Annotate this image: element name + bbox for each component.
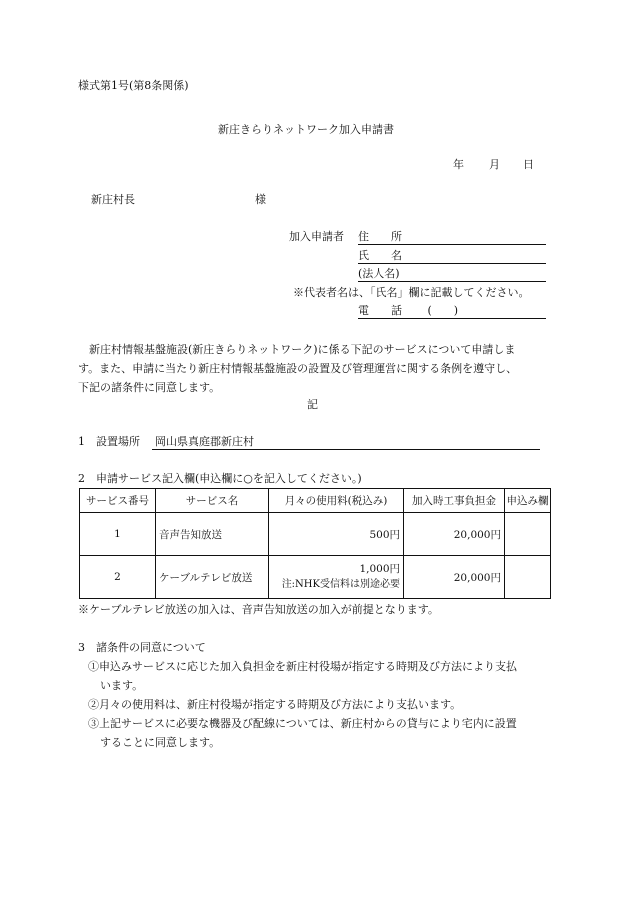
table-row [80,556,551,599]
header-service-number: サービス番号 [80,489,156,513]
corp-name-label: (法人名) [358,267,400,280]
header-monthly-fee: 月々の使用料(税込み) [269,489,404,513]
address-label: 住 所 [358,230,402,243]
representative-note: ※代表者名は、「氏名」欄に記載してください。 [293,286,530,299]
phone-field[interactable] [358,304,546,319]
address-field[interactable] [358,230,546,245]
condition-line: ②月々の使用料は、新庄村役場が指定する時期及び方法により支払います。 [88,698,462,711]
intro-line: す。また、申請に当たり新庄村情報基盤施設の設置及び管理運営に関する条例を遵守し、 [78,362,518,375]
service-number: 1 [80,513,156,556]
condition-line: ③上記サービスに必要な機器及び配線については、新庄村からの貸与により宅内に設置 [88,717,517,730]
section3-label: 3 諸条件の同意について [78,641,206,654]
addressee-name: 新庄村長 [91,193,135,206]
condition-line: することに同意します。 [100,736,221,749]
service-name: 音声告知放送 [156,513,269,556]
monthly-fee: 1,000円 [359,563,400,575]
service-name: ケーブルテレビ放送 [156,556,269,599]
apply-cell[interactable] [505,556,551,599]
document-title: 新庄きらりネットワーク加入申請書 [218,123,394,136]
intro-paragraph [78,340,548,397]
service-table [79,488,551,599]
header-service-name: サービス名 [156,489,269,513]
header-apply: 申込み欄 [505,489,551,513]
condition-line: います。 [100,679,144,692]
condition-line: ①申込みサービスに応じた加入負担金を新庄村役場が指定する時期及び方法により支払 [88,660,517,673]
apply-cell[interactable] [505,513,551,556]
phone-paren: ( ) [427,304,459,317]
monthly-fee: 500円 [269,513,404,556]
corp-name-field[interactable] [358,267,546,282]
section2-label: 2 申請サービス記入欄(申込欄に○を記入してください。) [78,472,362,485]
table-note: ※ケーブルテレビ放送の加入は、音声告知放送の加入が前提となります。 [78,603,439,616]
condition-item-1 [88,657,517,695]
date-year-label: 年 [453,158,464,171]
service-number: 2 [80,556,156,599]
addressee-honorific: 様 [255,193,266,206]
condition-item-3 [88,714,517,752]
installation-location-value: 岡山県真庭郡新庄村 [155,435,254,448]
section1-label: 1 設置場所 [78,435,140,448]
applicant-label: 加入申請者 [289,230,344,243]
monthly-fee-note: 注:NHK受信料は別途必要 [281,579,400,590]
intro-line: 下記の諸条件に同意します。 [78,381,221,394]
form-number: 様式第1号(第8条関係) [78,79,189,92]
header-construction-cost: 加入時工事負担金 [404,489,505,513]
date-day-label: 日 [523,158,534,171]
construction-cost: 20,000円 [404,513,505,556]
construction-cost: 20,000円 [404,556,505,599]
table-header-row [80,489,551,513]
ki-heading: 記 [307,398,318,411]
date-month-label: 月 [489,158,500,171]
name-field[interactable] [358,249,546,264]
name-label: 氏 名 [358,249,402,262]
condition-item-2 [88,695,461,714]
table-row [80,513,551,556]
intro-line: 新庄村情報基盤施設(新庄きらりネットワーク)に係る下記のサービスについて申請しま [89,343,516,356]
monthly-fee-cell [269,556,404,599]
phone-label: 電 話 [358,304,402,317]
installation-location-field[interactable] [152,435,540,450]
